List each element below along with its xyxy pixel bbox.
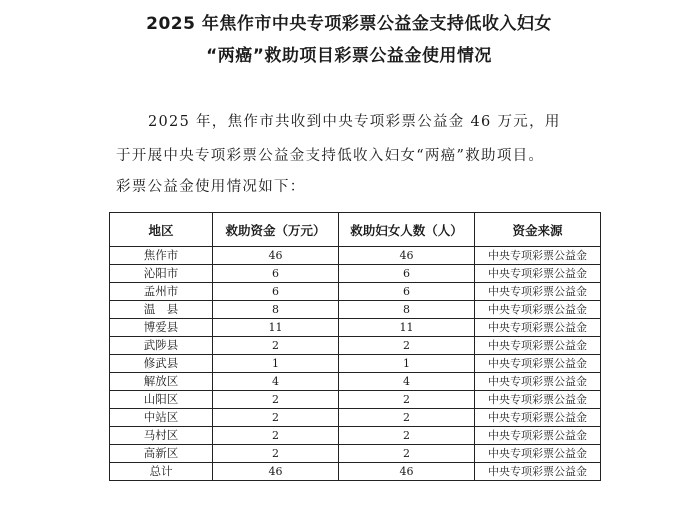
funds-cell: 2 (213, 427, 339, 445)
table-row (110, 373, 601, 391)
region-cell: 中站区 (110, 409, 213, 427)
table-total-row (110, 463, 601, 481)
region-cell: 焦作市 (110, 247, 213, 265)
women-count-cell: 2 (339, 391, 475, 409)
funds-cell: 2 (213, 391, 339, 409)
fund-source-cell: 中央专项彩票公益金 (475, 355, 601, 373)
women-count-cell: 6 (339, 283, 475, 301)
women-count-cell: 4 (339, 373, 475, 391)
table-row (110, 301, 601, 319)
fund-source-cell: 中央专项彩票公益金 (475, 319, 601, 337)
table-row (110, 409, 601, 427)
fund-source-cell: 中央专项彩票公益金 (475, 373, 601, 391)
women-count-cell: 2 (339, 409, 475, 427)
table-row (110, 445, 601, 463)
fund-source-cell: 中央专项彩票公益金 (475, 283, 601, 301)
header-funds: 救助资金（万元） (213, 213, 339, 247)
region-cell: 武陟县 (110, 337, 213, 355)
table-row (110, 427, 601, 445)
funds-cell: 4 (213, 373, 339, 391)
table-row (110, 265, 601, 283)
table-row (110, 319, 601, 337)
intro-paragraph-line-3: 彩票公益金使用情况如下： (116, 179, 306, 195)
region-cell: 博爱县 (110, 319, 213, 337)
funds-cell: 1 (213, 355, 339, 373)
women-count-cell: 46 (339, 247, 475, 265)
women-count-cell: 2 (339, 427, 475, 445)
funds-cell: 6 (213, 283, 339, 301)
header-women-count: 救助妇女人数（人） (339, 213, 475, 247)
total-women-count-cell: 46 (339, 463, 475, 481)
fund-source-cell: 中央专项彩票公益金 (475, 265, 601, 283)
women-count-cell: 2 (339, 337, 475, 355)
women-count-cell: 2 (339, 445, 475, 463)
women-count-cell: 8 (339, 301, 475, 319)
fund-source-cell: 中央专项彩票公益金 (475, 409, 601, 427)
funds-cell: 6 (213, 265, 339, 283)
funds-cell: 2 (213, 337, 339, 355)
fund-source-cell: 中央专项彩票公益金 (475, 301, 601, 319)
table-row (110, 247, 601, 265)
fund-source-cell: 中央专项彩票公益金 (475, 247, 601, 265)
region-cell: 高新区 (110, 445, 213, 463)
fund-source-cell: 中央专项彩票公益金 (475, 427, 601, 445)
document-title-line-1: 2025 年焦作市中央专项彩票公益金支持低收入妇女 (146, 14, 552, 34)
fund-source-cell: 中央专项彩票公益金 (475, 337, 601, 355)
intro-paragraph-line-2: 于开展中央专项彩票公益金支持低收入妇女“两癌”救助项目。 (116, 148, 545, 164)
region-cell: 孟州市 (110, 283, 213, 301)
fund-source-cell: 中央专项彩票公益金 (475, 391, 601, 409)
total-funds-cell: 46 (213, 463, 339, 481)
region-cell: 解放区 (110, 373, 213, 391)
table-row (110, 337, 601, 355)
women-count-cell: 1 (339, 355, 475, 373)
fund-usage-table (109, 212, 601, 481)
region-cell: 修武县 (110, 355, 213, 373)
table-row (110, 391, 601, 409)
funds-cell: 8 (213, 301, 339, 319)
table-row (110, 283, 601, 301)
funds-cell: 2 (213, 445, 339, 463)
region-cell: 马村区 (110, 427, 213, 445)
header-fund-source: 资金来源 (475, 213, 601, 247)
funds-cell: 11 (213, 319, 339, 337)
women-count-cell: 6 (339, 265, 475, 283)
fund-source-cell: 中央专项彩票公益金 (475, 445, 601, 463)
table-header-row (110, 213, 601, 247)
women-count-cell: 11 (339, 319, 475, 337)
table-row (110, 355, 601, 373)
header-region: 地区 (110, 213, 213, 247)
region-cell: 温 县 (110, 301, 213, 319)
funds-cell: 2 (213, 409, 339, 427)
region-cell: 山阳区 (110, 391, 213, 409)
document-title-line-2: “两癌”救助项目彩票公益金使用情况 (206, 46, 492, 66)
total-label-cell: 总计 (110, 463, 213, 481)
intro-paragraph-line-1: 2025 年，焦作市共收到中央专项彩票公益金 46 万元，用 (148, 114, 561, 130)
funds-cell: 46 (213, 247, 339, 265)
total-fund-source-cell: 中央专项彩票公益金 (475, 463, 601, 481)
region-cell: 沁阳市 (110, 265, 213, 283)
